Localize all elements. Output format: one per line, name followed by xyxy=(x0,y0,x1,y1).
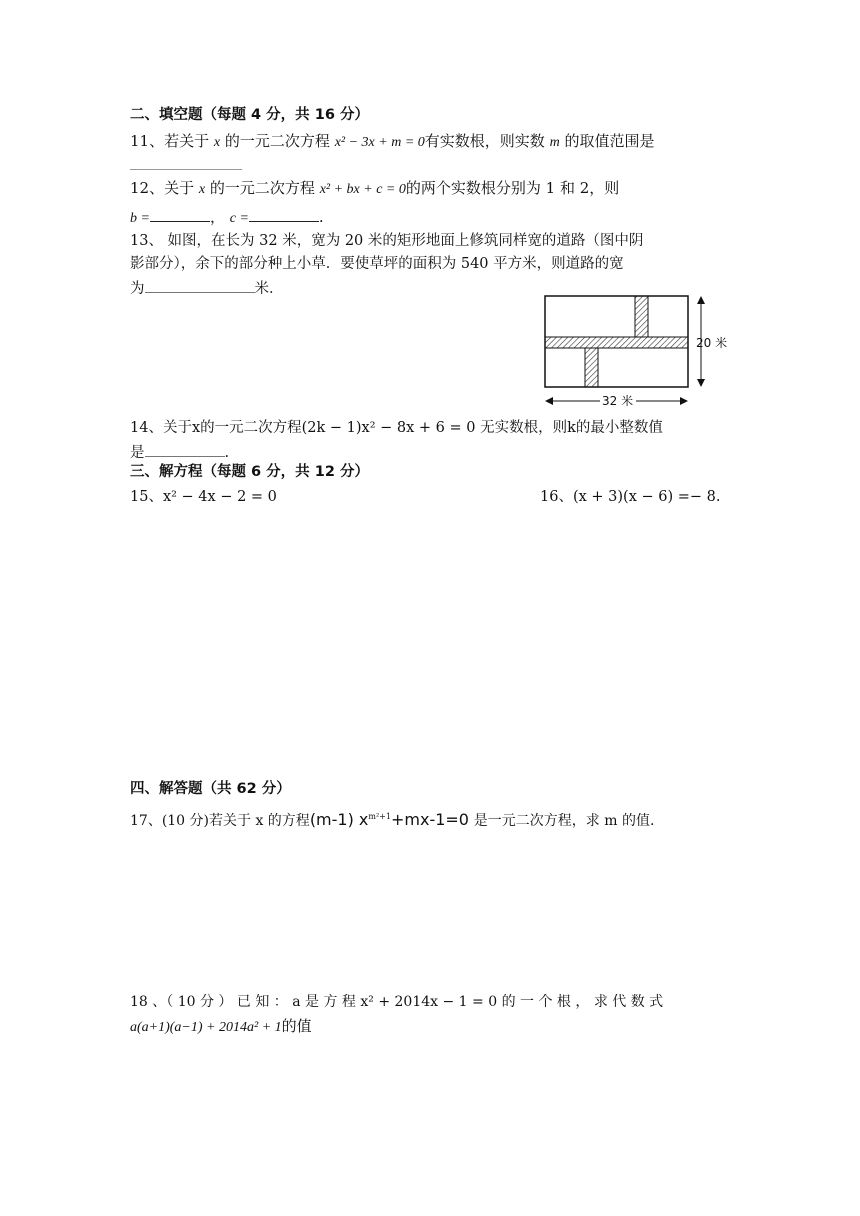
width-label: 32 米 xyxy=(602,394,634,408)
section-3-title: 三、解方程（每题 6 分，共 12 分） xyxy=(130,464,369,480)
question-13-line3: 为 米． xyxy=(130,277,284,299)
horizontal-road xyxy=(545,337,688,348)
answer-blank-c[interactable] xyxy=(249,206,319,222)
question-17: 17、(10 分)若关于 x 的方程(m-1) $x^{m^2+1}+mx-1=0$ 是一元二次方程，求 m 的值. xyxy=(130,810,655,829)
question-12-answers: b = ， c = . xyxy=(130,208,324,226)
vertical-road-bottom xyxy=(585,348,598,387)
answer-blank-13[interactable] xyxy=(145,277,255,293)
equation: x² + bx + c = 0 xyxy=(319,182,406,197)
question-16: 16、(x + 3)(x − 6) =− 8. xyxy=(540,489,721,505)
height-label: 20 米 xyxy=(696,336,728,350)
answer-blank-11[interactable] xyxy=(130,154,242,175)
section-4-title: 四、解答题（共 62 分） xyxy=(130,781,291,797)
answer-blank-b[interactable] xyxy=(150,206,210,222)
question-13-line1: 13、 如图，在长为 32 米，宽为 20 米的矩形地面上修筑同样宽的道路（图中阴 xyxy=(130,233,644,249)
answer-blank-14[interactable] xyxy=(145,441,225,457)
section-2-title: 二、填空题（每题 4 分，共 16 分） xyxy=(130,107,369,123)
question-11: 11、若关于 x 的一元二次方程 x² − 3x + m = 0有实数根，则实数 m 的取值范围是 xyxy=(130,132,655,150)
question-18-line1: 18 、（ 10 分 ） 已 知 ： a 是 方 程 x² + 2014x − 1 = 0 的 一 个 根 ， 求 代 数 式 xyxy=(130,994,664,1010)
road-diagram xyxy=(540,291,740,413)
equation: x² − 3x + m = 0 xyxy=(334,135,425,150)
question-15: 15、x² − 4x − 2 = 0 xyxy=(130,489,277,505)
question-14-line1: 14、关于x的一元二次方程(2k − 1)x² − 8x + 6 = 0 无实数根，则k的最小整数值 xyxy=(130,420,663,436)
question-14-line2: 是 . xyxy=(130,441,229,463)
question-18-line2: a(a+1)(a−1) + 2014a² + 1的值 xyxy=(130,1017,312,1035)
question-12: 12、关于 x 的一元二次方程 x² + bx + c = 0的两个实数根分别为 1 和 2，则 xyxy=(130,179,620,197)
question-13-line2: 影部分），余下的部分种上小草．要使草坪的面积为 540 平方米，则道路的宽 xyxy=(130,256,624,272)
vertical-road-top xyxy=(635,296,648,337)
